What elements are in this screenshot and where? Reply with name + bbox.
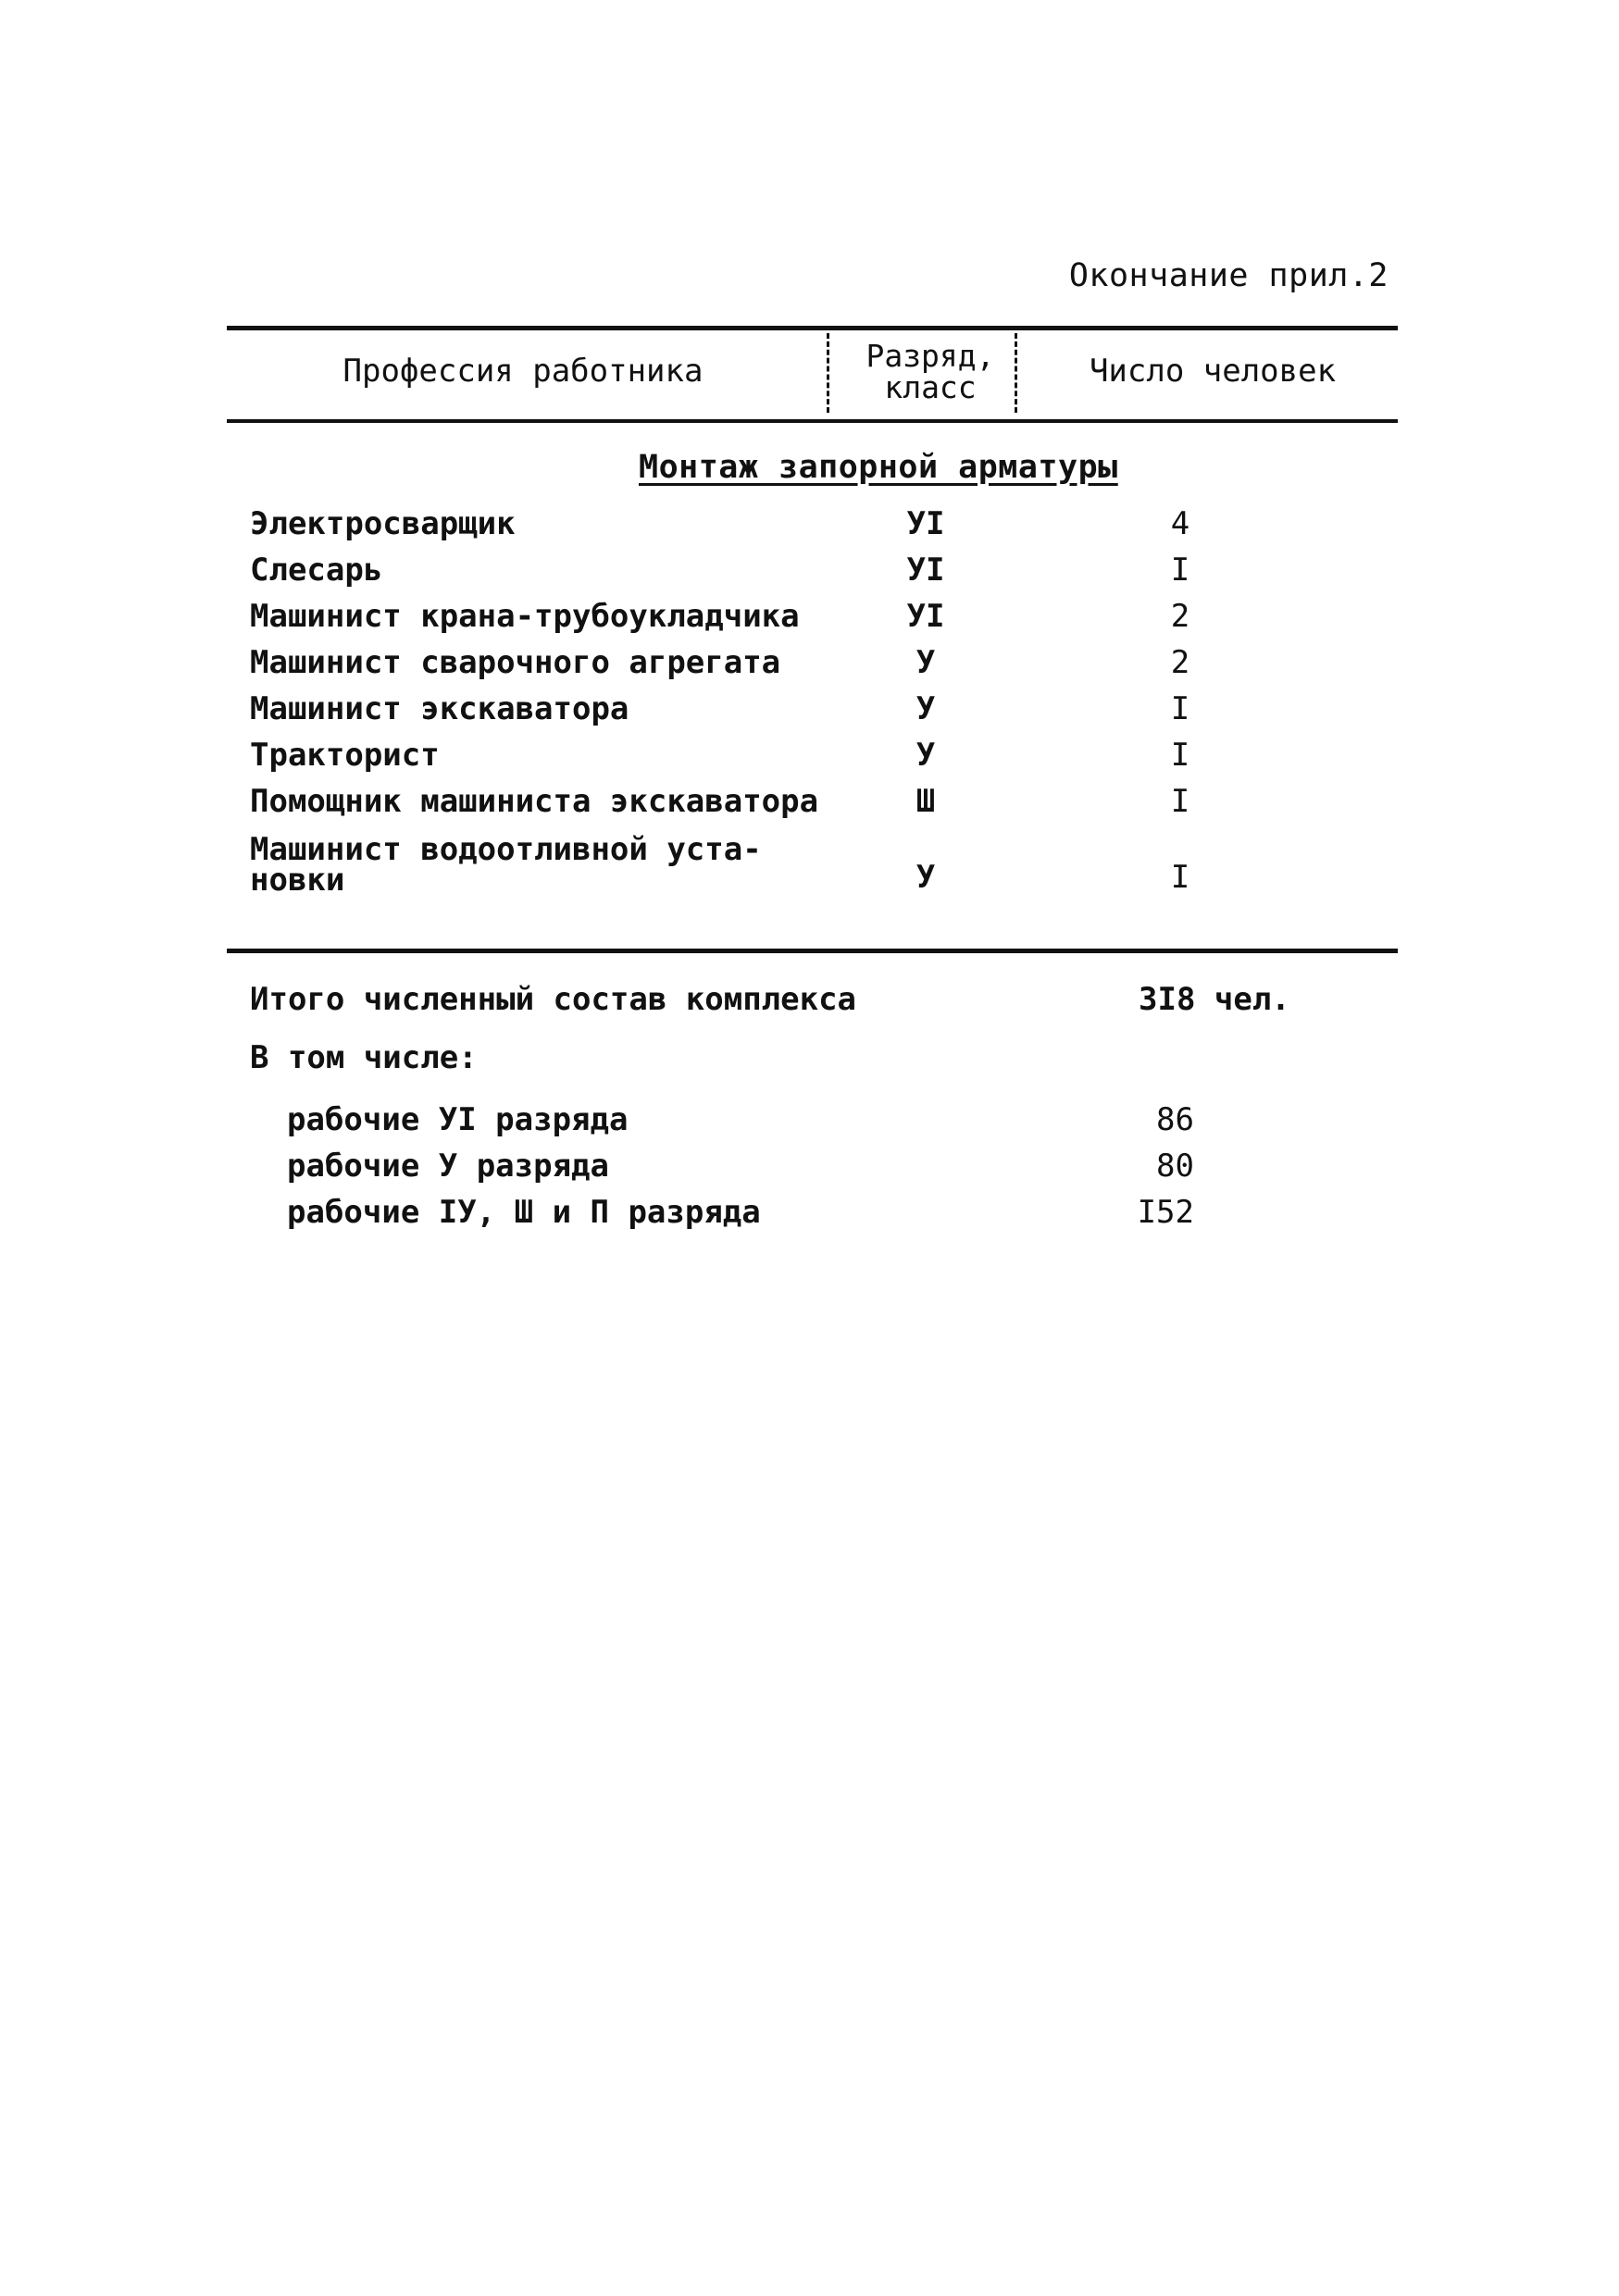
table-top-rule (227, 326, 1398, 330)
including-label: В том числе: (250, 1039, 478, 1076)
row-grade: Ш (915, 783, 936, 820)
row-profession-line2: новки (250, 862, 345, 899)
row-count: I (1170, 783, 1190, 820)
row-profession: Слесарь (250, 552, 383, 589)
breakdown-label: рабочие IУ, Ш и П разряда (287, 1194, 761, 1231)
header-grade (847, 338, 1014, 405)
header-divider (1015, 333, 1017, 413)
breakdown-value (1120, 1149, 1194, 1183)
header-divider (827, 333, 829, 413)
row-profession: Тракторист (250, 737, 440, 774)
row-count: 2 (1170, 644, 1190, 681)
row-count: 4 (1170, 505, 1190, 542)
row-count: I (1170, 552, 1190, 589)
row-grade: УI (906, 552, 945, 589)
header-grade-line1: Разряд, (866, 338, 995, 374)
row-grade: УI (906, 505, 945, 542)
row-profession: Электросварщик (250, 505, 516, 542)
row-profession-line1: Машинист водоотливной уста- (250, 831, 762, 868)
row-count: I (1170, 690, 1190, 727)
breakdown-value-text: 80 (1156, 1148, 1194, 1185)
breakdown-value-text: I52 (1137, 1194, 1194, 1231)
row-profession: Машинист сварочного агрегата (250, 644, 781, 681)
header-grade-line2: класс (884, 369, 977, 405)
row-count: 2 (1170, 598, 1190, 635)
breakdown-value (1120, 1103, 1194, 1136)
row-grade: У (915, 644, 936, 681)
total-label: Итого численный состав комплекса (250, 981, 857, 1018)
row-count: I (1170, 737, 1190, 774)
total-value: 3I8 чел. (1139, 981, 1290, 1018)
header-bottom-rule (227, 419, 1398, 423)
header-count: Число человек (1089, 353, 1337, 390)
breakdown-value-text: 86 (1156, 1101, 1194, 1138)
row-grade: УI (906, 598, 945, 635)
row-grade: У (915, 690, 936, 727)
row-profession: Машинист экскаватора (250, 690, 629, 727)
breakdown-label: рабочие У разряда (287, 1148, 609, 1185)
row-count: I (1170, 859, 1190, 896)
header-profession: Профессия работника (342, 353, 704, 390)
section-title: Монтаж запорной арматуры (639, 449, 1118, 486)
row-profession: Помощник машиниста экскаватора (250, 783, 819, 820)
row-grade: У (915, 737, 936, 774)
continuation-note: Окончание прил.2 (1068, 257, 1389, 294)
row-grade: У (915, 859, 936, 896)
row-profession: Машинист крана-трубоукладчика (250, 598, 800, 635)
table-bottom-rule (227, 949, 1398, 953)
row-profession (250, 831, 842, 899)
breakdown-value (1120, 1196, 1194, 1229)
breakdown-label: рабочие УI разряда (287, 1101, 629, 1138)
